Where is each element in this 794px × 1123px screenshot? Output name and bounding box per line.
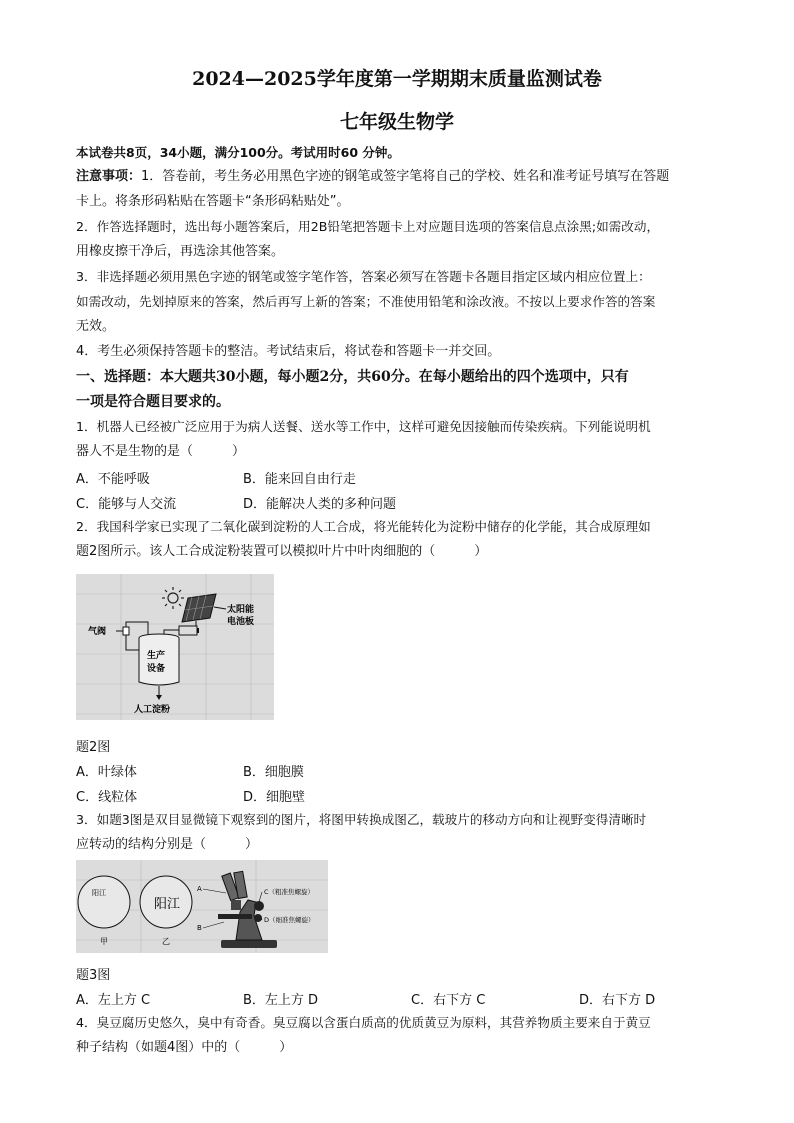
section-heading-line-1: 一、选择题：本大题共30小题，每小题2分，共60分。在每小题给出的四个选项中，只有 [76, 369, 629, 385]
exam-subtitle: 七年级生物学 [339, 111, 454, 133]
label-a: A [197, 885, 202, 893]
microscope-icon [218, 871, 277, 948]
q2-option-c: C．线粒体 [76, 790, 138, 805]
note-1-line-1 [76, 168, 726, 186]
q2-figure [76, 574, 274, 720]
q1-option-d: D．能解决人类的多种问题 [243, 497, 397, 512]
exam-intro: 本试卷共8页，34小题，满分100分。考试用时60 分钟。 [76, 145, 400, 160]
note-3-line-1: 3．非选择题必须用黑色字迹的钢笔或签字笔作答，答案必须写在答题卡各题目指定区域内相应位置上： [76, 269, 651, 284]
output-label: 人工淀粉 [134, 705, 171, 715]
note-2-line-1: 2．作答选择题时，选出每小题答案后，用2B铅笔把答题卡上对应题目选项的答案信息点涂黑;如需改动， [76, 219, 660, 234]
q2-option-b: B．细胞膜 [243, 765, 304, 780]
view-yi-text: 阳江 [154, 897, 181, 912]
q4-stem-line-2: 种子结构（如题4图）中的（ ） [76, 1040, 293, 1055]
q3-stem-line-1: 3．如题3图是双目显微镜下观察到的图片，将图甲转换成图乙，载玻片的移动方向和让视野变得清晰时 [76, 812, 647, 827]
q3-option-b: B．左上方 D [243, 993, 319, 1008]
note-4: 4．考生必须保持答题卡的整洁。考试结束后，将试卷和答题卡一并交回。 [76, 344, 501, 359]
q1-option-c: C．能够与人交流 [76, 497, 177, 512]
exam-title: 2024—2025学年度第一学期期末质量监测试卷 [192, 68, 602, 90]
microscope-diagram [76, 860, 328, 953]
q4-stem-line-1: 4．臭豆腐历史悠久，臭中有奇香。臭豆腐以含蛋白质高的优质黄豆为原料，其营养物质主要来自于黄豆 [76, 1015, 651, 1030]
q2-stem-line-1: 2．我国科学家已实现了二氧化碳到淀粉的人工合成，将光能转化为淀粉中储存的化学能，其合成原理如 [76, 519, 651, 534]
view-jia-text: 阳江 [92, 889, 106, 897]
q2-stem-line-2: 题2图所示。该人工合成淀粉装置可以模拟叶片中叶肉细胞的（ ） [76, 544, 488, 559]
q3-figure-caption: 题3图 [76, 968, 111, 983]
q2-figure-caption: 题2图 [76, 740, 111, 755]
q3-option-c: C．右下方 C [411, 993, 486, 1008]
sun-icon [162, 587, 184, 609]
starch-synthesis-diagram [76, 574, 274, 720]
note-1-text: 1．答卷前，考生务必用黑色字迹的钢笔或签字笔将自己的学校、姓名和准考证号填写在答题 [141, 169, 670, 184]
q1-option-b: B．能来回自由行走 [243, 472, 356, 487]
q3-figure [76, 860, 328, 953]
q2-option-a: A．叶绿体 [76, 765, 137, 780]
view-yi-label: 乙 [162, 937, 170, 946]
battery-icon [179, 626, 199, 635]
q3-option-a: A．左上方 C [76, 993, 151, 1008]
note-2-line-2: 用橡皮擦干净后，再选涂其他答案。 [76, 244, 285, 259]
q1-stem-line-1: 1．机器人已经被广泛应用于为病人送餐、送水等工作中，这样可避免因接触而传染疾病。下列能说明机 [76, 419, 651, 434]
device-label-2: 设备 [147, 664, 166, 674]
label-d-fine-focus: D（细准焦螺旋） [264, 916, 315, 924]
note-3-line-3: 无效。 [76, 319, 116, 334]
device-label-1: 生产 [147, 651, 166, 661]
view-jia-label: 甲 [100, 937, 108, 946]
solar-panel-label-1: 太阳能 [227, 605, 255, 615]
label-b: B [197, 924, 202, 932]
valve-label: 气阀 [88, 627, 107, 637]
solar-panel-icon [182, 594, 216, 622]
solar-panel-label-2: 电池板 [227, 617, 255, 627]
notes-label: 注意事项： [76, 169, 142, 184]
q2-option-d: D．细胞壁 [243, 790, 306, 805]
note-1-line-2: 卡上。将条形码粘贴在答题卡“条形码粘贴处”。 [76, 194, 350, 209]
section-heading-line-2: 一项是符合题目要求的。 [76, 394, 230, 410]
view-jia-circle [78, 876, 130, 928]
q3-option-d: D．右下方 D [579, 993, 656, 1008]
q1-stem-line-2: 器人不是生物的是（ ） [76, 444, 246, 459]
q3-stem-line-2: 应转动的结构分别是（ ） [76, 837, 259, 852]
label-c-coarse-focus: C（粗准焦螺旋） [264, 888, 315, 896]
note-3-line-2: 如需改动，先划掉原来的答案，然后再写上新的答案；不准使用铅笔和涂改液。不按以上要求作答的答案 [76, 294, 656, 309]
q1-option-a: A．不能呼吸 [76, 472, 150, 487]
